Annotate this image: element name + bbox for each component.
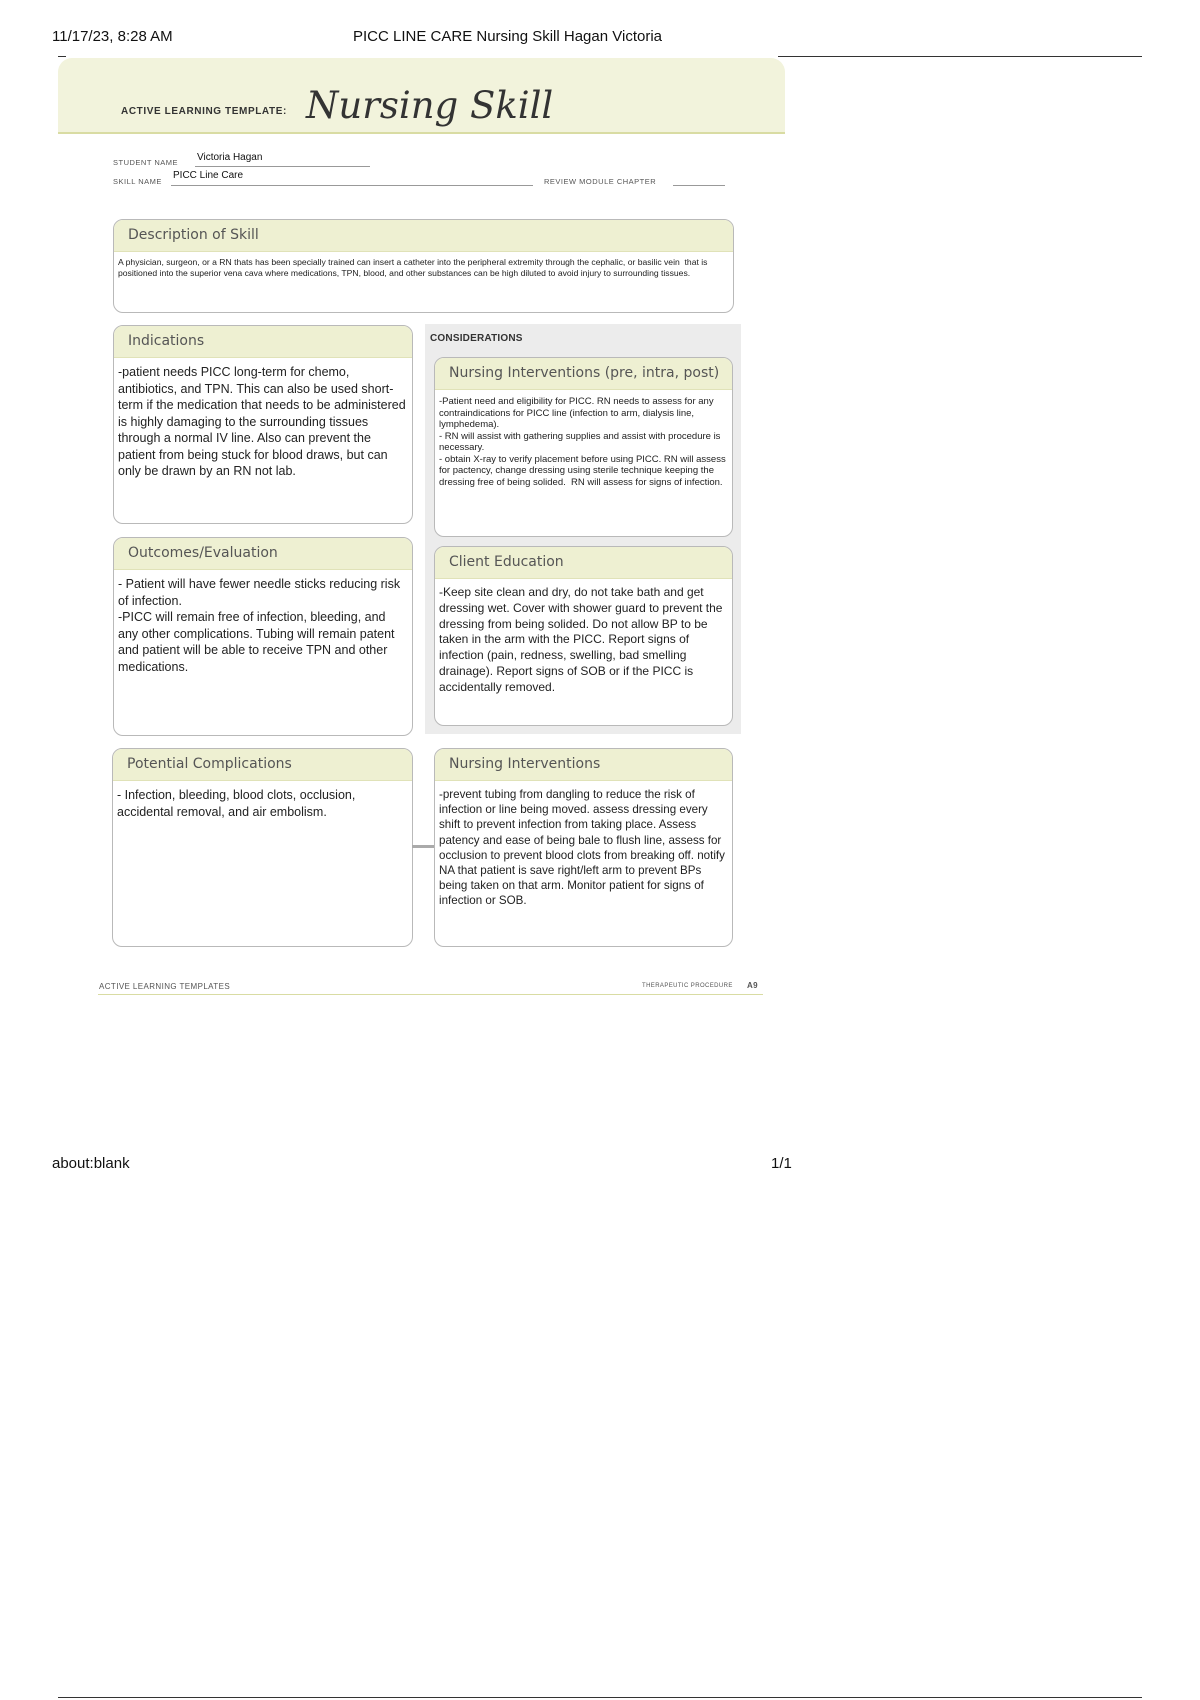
client-education-heading: Client Education [435, 547, 732, 579]
skill-name-value: PICC Line Care [173, 170, 244, 181]
complications-text: - Infection, bleeding, blood clots, occlusion, accidental removal, and air embolism. [117, 788, 359, 819]
indications-heading: Indications [114, 326, 412, 358]
review-module-underline [673, 185, 725, 186]
page-bottom-rule [58, 1697, 1142, 1698]
review-module-label: REVIEW MODULE CHAPTER [544, 177, 657, 186]
footer-right: THERAPEUTIC PROCEDURE [642, 983, 733, 989]
nursing-interventions-text: -prevent tubing from dangling to reduce the risk of infection or line being moved. assess dressing every shift to prevent infection from taking place. Assess patency and ease of being bale to flush line, assess for occlusion to prevent blood clots from breaking off. notify NA that patient is save right/left arm to prevent BPs being taken on that arm. Monitor patient for signs of infection or SOB. [439, 788, 729, 908]
nursing-interventions-prepost-box [434, 357, 733, 537]
description-text: A physician, surgeon, or a RN thats has been specially trained can insert a catheter into the peripheral extremity through the cephalic, or basilic vein that is positioned into the superior vena cava where medications, TPN, blood, and other substances can be high diluted to avoid injury to surrounding tissues. [118, 257, 710, 278]
student-name-label: STUDENT NAME [113, 158, 179, 167]
skill-name-label: SKILL NAME [113, 177, 162, 186]
complications-box [112, 748, 413, 947]
student-name-value: Victoria Hagan [197, 152, 263, 163]
outcomes-box [113, 537, 413, 736]
description-heading: Description of Skill [114, 220, 733, 252]
outcomes-heading: Outcomes/Evaluation [114, 538, 412, 570]
nursing-interventions-heading: Nursing Interventions [435, 749, 732, 781]
box-connector [412, 845, 434, 848]
header-rule [778, 56, 1142, 57]
client-education-box [434, 546, 733, 726]
skill-name-underline [171, 185, 533, 186]
footer-page-code: A9 [747, 981, 759, 990]
indications-text: -patient needs PICC long-term for chemo, antibiotics, and TPN. This can also be used short-term if the medication that needs to be administered is highly damaging to the surrounding tissues through a normal IV line. Also can prevent the patient from being stuck for blood draws, but can only be drawn by an RN not lab. [118, 365, 410, 478]
print-url: about:blank [52, 1155, 130, 1172]
print-title: PICC LINE CARE Nursing Skill Hagan Victoria [353, 28, 663, 45]
student-name-underline [195, 166, 370, 167]
nursing-interventions-prepost-text: -Patient need and eligibility for PICC. RN needs to assess for any contraindications for PICC line (infection to arm, dialysis line, lymphedema). - RN will assist with gathering supplies and assist with procedure is necessary. - obtain X-ray to verify placement before using PICC. RN will assess for pactency, change dressing using sterile technique keeping the dressing free of being solided. RN will assess for signs of infection. [439, 396, 726, 488]
outcomes-text: - Patient will have fewer needle sticks reducing risk of infection. -PICC will remain free of infection, bleeding, and any other complications. Tubing will remain patent and patient will be able to receive TPN and other medications. [118, 577, 401, 674]
nursing-interventions-prepost-heading: Nursing Interventions (pre, intra, post) [435, 358, 732, 390]
client-education-text: -Keep site clean and dry, do not take bath and get dressing wet. Cover with shower guard to prevent the dressing from being solided. Do not allow BP to be taken in the arm with the PICC. Report signs of infection (pain, redness, swelling, bad smelling drainage). Report signs of SOB or if the PICC is accidentally removed. [439, 585, 726, 694]
nursing-interventions-box [434, 748, 733, 947]
print-datetime: 11/17/23, 8:28 AM [52, 28, 173, 45]
template-label: ACTIVE LEARNING TEMPLATE: [121, 106, 287, 117]
complications-heading: Potential Complications [113, 749, 412, 781]
template-title: Nursing Skill [306, 84, 554, 127]
header-rule-left [58, 56, 66, 57]
description-box [113, 219, 734, 313]
footer-rule [98, 994, 763, 995]
considerations-label: CONSIDERATIONS [430, 333, 523, 344]
footer-left: ACTIVE LEARNING TEMPLATES [99, 982, 231, 991]
indications-box [113, 325, 413, 524]
print-page-number: 1/1 [771, 1155, 792, 1172]
